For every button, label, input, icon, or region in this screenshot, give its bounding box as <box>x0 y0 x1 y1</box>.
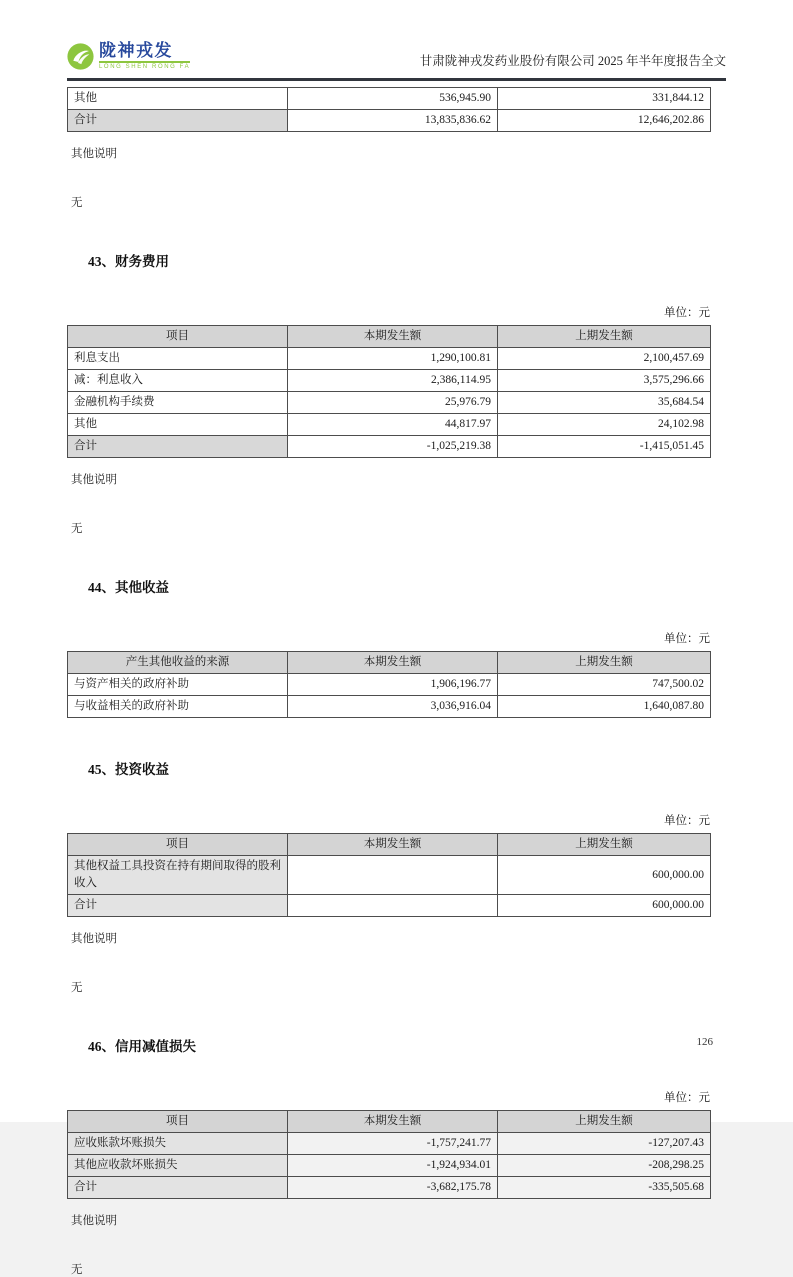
section-title: 43、财务费用 <box>88 254 169 269</box>
row-label-cell: 合计 <box>68 1177 288 1199</box>
value-cell: 24,102.98 <box>498 414 711 436</box>
row-label-cell: 减：利息收入 <box>68 370 288 392</box>
brand-logo-icon <box>67 43 94 70</box>
value-cell: 35,684.54 <box>498 392 711 414</box>
financial-table <box>67 833 711 917</box>
financial-table <box>67 87 711 132</box>
financial-table <box>67 1110 711 1199</box>
page-header <box>67 42 726 81</box>
table-row <box>68 1133 711 1155</box>
table-row <box>68 110 711 132</box>
row-label-cell: 其他 <box>68 414 288 436</box>
value-cell: 25,976.79 <box>288 392 498 414</box>
table-row <box>68 414 711 436</box>
table-header-row <box>68 326 711 348</box>
column-header-cell: 项目 <box>68 326 288 348</box>
value-cell: 331,844.12 <box>498 88 711 110</box>
note-text: 无 <box>71 1264 83 1276</box>
row-label-cell: 与收益相关的政府补助 <box>68 696 288 718</box>
section-title: 45、投资收益 <box>88 762 169 777</box>
financial-table <box>67 325 711 458</box>
table-header-row <box>68 834 711 856</box>
value-cell: -1,025,219.38 <box>288 436 498 458</box>
value-cell: -3,682,175.78 <box>288 1177 498 1199</box>
document-title: 甘肃陇神戎发药业股份有限公司 2025 年半年度报告全文 <box>419 54 726 68</box>
financial-table <box>67 651 711 718</box>
value-cell: 1,640,087.80 <box>498 696 711 718</box>
brand-name-en: LONG SHEN RONG FA <box>99 61 190 71</box>
value-cell: -335,505.68 <box>498 1177 711 1199</box>
section-title: 46、信用减值损失 <box>88 1039 196 1054</box>
value-cell: 2,386,114.95 <box>288 370 498 392</box>
unit-label: 单位：元 <box>664 307 710 319</box>
value-cell: -127,207.43 <box>498 1133 711 1155</box>
row-label-cell: 其他应收款坏账损失 <box>68 1155 288 1177</box>
row-label-cell: 利息支出 <box>68 348 288 370</box>
column-header-cell: 产生其他收益的来源 <box>68 652 288 674</box>
table-row <box>68 1155 711 1177</box>
table-header-row <box>68 1111 711 1133</box>
table-row <box>68 348 711 370</box>
value-cell: 600,000.00 <box>498 856 711 895</box>
column-header-cell: 上期发生额 <box>498 834 711 856</box>
table-row <box>68 696 711 718</box>
value-cell: -208,298.25 <box>498 1155 711 1177</box>
table-header-row <box>68 652 711 674</box>
column-header-cell: 上期发生额 <box>498 326 711 348</box>
row-label-cell: 合计 <box>68 895 288 917</box>
column-header-cell: 上期发生额 <box>498 652 711 674</box>
table-row <box>68 1177 711 1199</box>
column-header-cell: 本期发生额 <box>288 834 498 856</box>
value-cell: 2,100,457.69 <box>498 348 711 370</box>
column-header-cell: 本期发生额 <box>288 326 498 348</box>
row-label-cell: 合计 <box>68 436 288 458</box>
note-text: 其他说明 <box>71 474 117 486</box>
row-label-cell: 其他 <box>68 88 288 110</box>
row-label-cell: 与资产相关的政府补助 <box>68 674 288 696</box>
value-cell: 44,817.97 <box>288 414 498 436</box>
column-header-cell: 上期发生额 <box>498 1111 711 1133</box>
row-label-cell: 合计 <box>68 110 288 132</box>
table-row <box>68 392 711 414</box>
column-header-cell: 项目 <box>68 834 288 856</box>
value-cell: 1,290,100.81 <box>288 348 498 370</box>
note-text: 其他说明 <box>71 148 117 160</box>
value-cell: -1,757,241.77 <box>288 1133 498 1155</box>
value-cell <box>288 895 498 917</box>
table-row <box>68 856 711 895</box>
value-cell: 3,036,916.04 <box>288 696 498 718</box>
note-text: 其他说明 <box>71 933 117 945</box>
brand-name-cn: 陇神戎发 <box>99 41 173 60</box>
value-cell: -1,415,051.45 <box>498 436 711 458</box>
table-row <box>68 895 711 917</box>
unit-label: 单位：元 <box>664 633 710 645</box>
value-cell: 536,945.90 <box>288 88 498 110</box>
section-title: 44、其他收益 <box>88 580 169 595</box>
value-cell: 747,500.02 <box>498 674 711 696</box>
row-label-cell: 金融机构手续费 <box>68 392 288 414</box>
value-cell: -1,924,934.01 <box>288 1155 498 1177</box>
row-label-cell: 其他权益工具投资在持有期间取得的股利收入 <box>68 856 288 895</box>
value-cell: 1,906,196.77 <box>288 674 498 696</box>
column-header-cell: 本期发生额 <box>288 1111 498 1133</box>
value-cell: 3,575,296.66 <box>498 370 711 392</box>
table-row <box>68 370 711 392</box>
note-text: 无 <box>71 197 83 209</box>
table-row <box>68 436 711 458</box>
report-body <box>67 87 726 1277</box>
value-cell: 12,646,202.86 <box>498 110 711 132</box>
value-cell <box>288 856 498 895</box>
table-row <box>68 674 711 696</box>
row-label-cell: 应收账款坏账损失 <box>68 1133 288 1155</box>
value-cell: 600,000.00 <box>498 895 711 917</box>
note-text: 其他说明 <box>71 1215 117 1227</box>
page-number: 126 <box>696 1036 713 1048</box>
column-header-cell: 本期发生额 <box>288 652 498 674</box>
value-cell: 13,835,836.62 <box>288 110 498 132</box>
company-logo <box>67 42 190 71</box>
unit-label: 单位：元 <box>664 815 710 827</box>
note-text: 无 <box>71 982 83 994</box>
column-header-cell: 项目 <box>68 1111 288 1133</box>
unit-label: 单位：元 <box>664 1092 710 1104</box>
note-text: 无 <box>71 523 83 535</box>
table-row <box>68 88 711 110</box>
